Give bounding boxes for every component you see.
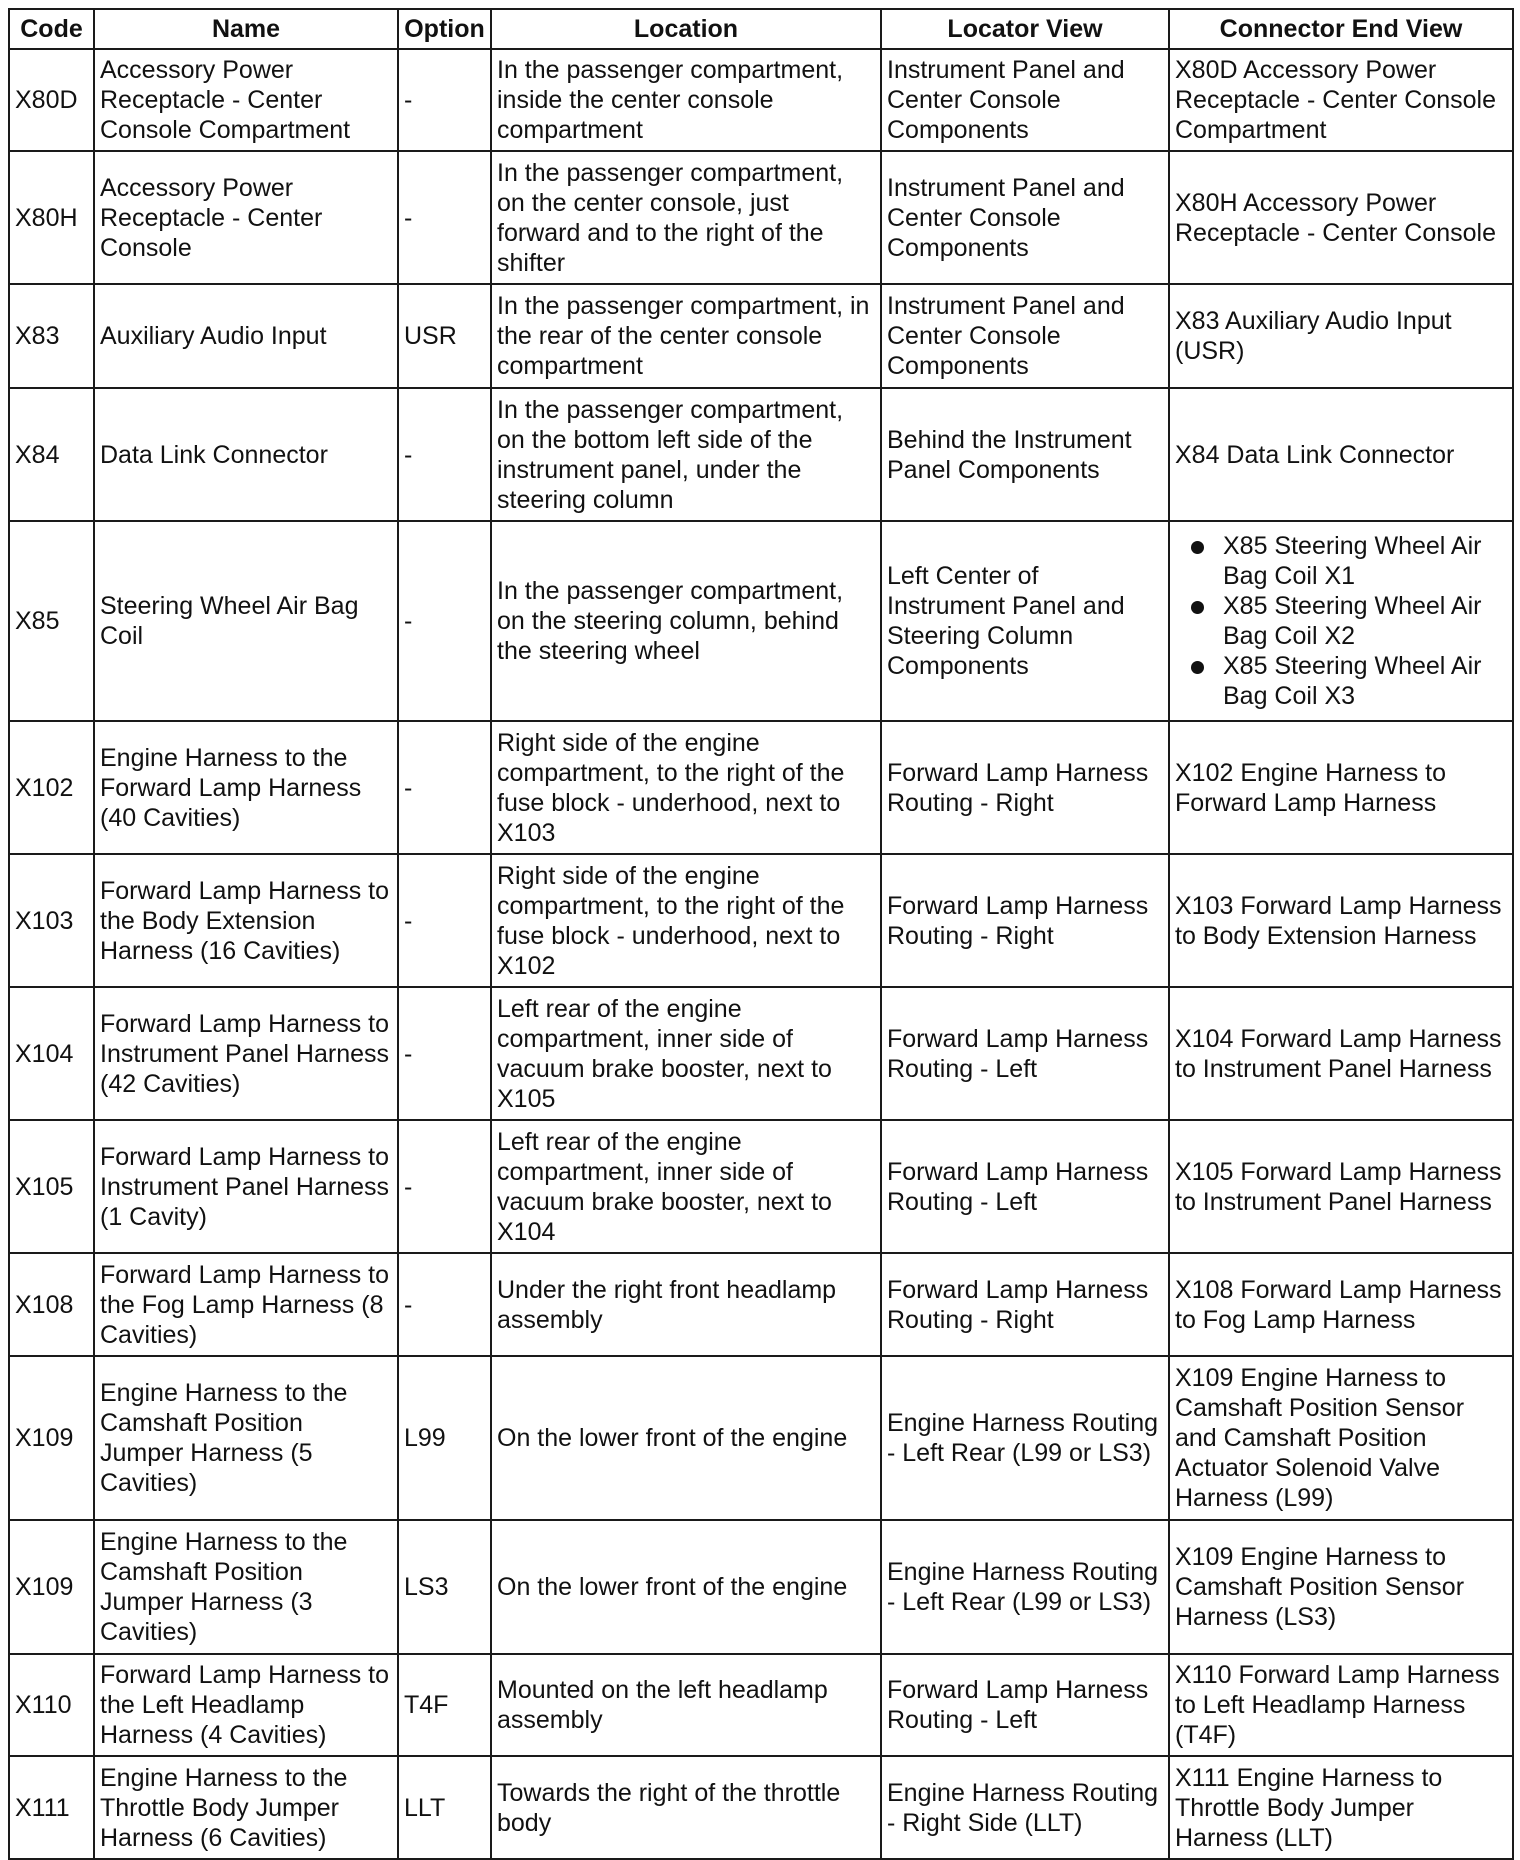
cell-name: Forward Lamp Harness to the Body Extension Harness (16 Cavities) bbox=[94, 854, 398, 987]
cell-locator-view: Engine Harness Routing - Left Rear (L99 or LS3) bbox=[881, 1356, 1169, 1520]
cell-option: - bbox=[398, 1120, 491, 1253]
cell-name: Forward Lamp Harness to Instrument Panel Harness (1 Cavity) bbox=[94, 1120, 398, 1253]
cell-connector-end-view: X104 Forward Lamp Harness to Instrument Panel Harness bbox=[1169, 987, 1513, 1120]
cell-locator-view: Forward Lamp Harness Routing - Left bbox=[881, 1120, 1169, 1253]
cell-code: X110 bbox=[9, 1654, 94, 1756]
cell-location: In the passenger compartment, on the center console, just forward and to the right of the shifter bbox=[491, 151, 881, 284]
cell-name: Accessory Power Receptacle - Center Console bbox=[94, 151, 398, 284]
cell-connector-end-view: X105 Forward Lamp Harness to Instrument Panel Harness bbox=[1169, 1120, 1513, 1253]
cell-option: LLT bbox=[398, 1756, 491, 1859]
cell-connector-end-view: X83 Auxiliary Audio Input (USR) bbox=[1169, 284, 1513, 388]
list-item: X85 Steering Wheel Air Bag Coil X2 bbox=[1223, 591, 1507, 651]
cell-option: - bbox=[398, 521, 491, 721]
cell-option: USR bbox=[398, 284, 491, 388]
cell-name: Accessory Power Receptacle - Center Console Compartment bbox=[94, 49, 398, 151]
connector-end-view-list bbox=[1175, 531, 1507, 711]
cell-locator-view: Engine Harness Routing - Left Rear (L99 or LS3) bbox=[881, 1520, 1169, 1654]
cell-option: - bbox=[398, 854, 491, 987]
cell-locator-view: Forward Lamp Harness Routing - Right bbox=[881, 721, 1169, 854]
cell-code: X108 bbox=[9, 1253, 94, 1356]
cell-locator-view: Behind the Instrument Panel Components bbox=[881, 388, 1169, 521]
cell-location: Left rear of the engine compartment, inner side of vacuum brake booster, next to X105 bbox=[491, 987, 881, 1120]
cell-name: Steering Wheel Air Bag Coil bbox=[94, 521, 398, 721]
cell-connector-end-view: X80D Accessory Power Receptacle - Center Console Compartment bbox=[1169, 49, 1513, 151]
cell-location: In the passenger compartment, inside the center console compartment bbox=[491, 49, 881, 151]
cell-locator-view: Left Center of Instrument Panel and Steering Column Components bbox=[881, 521, 1169, 721]
table-row bbox=[9, 1120, 1513, 1253]
cell-locator-view: Instrument Panel and Center Console Components bbox=[881, 151, 1169, 284]
cell-location: Towards the right of the throttle body bbox=[491, 1756, 881, 1859]
cell-name: Forward Lamp Harness to the Fog Lamp Harness (8 Cavities) bbox=[94, 1253, 398, 1356]
cell-option: L99 bbox=[398, 1356, 491, 1520]
cell-name: Forward Lamp Harness to Instrument Panel Harness (42 Cavities) bbox=[94, 987, 398, 1120]
cell-code: X111 bbox=[9, 1756, 94, 1859]
cell-location: In the passenger compartment, in the rear of the center console compartment bbox=[491, 284, 881, 388]
cell-connector-end-view: X103 Forward Lamp Harness to Body Extension Harness bbox=[1169, 854, 1513, 987]
cell-location: On the lower front of the engine bbox=[491, 1520, 881, 1654]
table-row bbox=[9, 284, 1513, 388]
cell-connector-end-view: X80H Accessory Power Receptacle - Center Console bbox=[1169, 151, 1513, 284]
cell-name: Engine Harness to the Camshaft Position Jumper Harness (3 Cavities) bbox=[94, 1520, 398, 1654]
cell-name: Forward Lamp Harness to the Left Headlamp Harness (4 Cavities) bbox=[94, 1654, 398, 1756]
cell-connector-end-view bbox=[1169, 521, 1513, 721]
list-item: X85 Steering Wheel Air Bag Coil X3 bbox=[1223, 651, 1507, 711]
cell-connector-end-view: X111 Engine Harness to Throttle Body Jumper Harness (LLT) bbox=[1169, 1756, 1513, 1859]
cell-code: X105 bbox=[9, 1120, 94, 1253]
cell-option: - bbox=[398, 1253, 491, 1356]
cell-locator-view: Instrument Panel and Center Console Components bbox=[881, 284, 1169, 388]
table-row bbox=[9, 1520, 1513, 1654]
cell-option: - bbox=[398, 151, 491, 284]
table-row bbox=[9, 1654, 1513, 1756]
cell-option: - bbox=[398, 49, 491, 151]
table-row bbox=[9, 49, 1513, 151]
cell-connector-end-view: X108 Forward Lamp Harness to Fog Lamp Harness bbox=[1169, 1253, 1513, 1356]
cell-connector-end-view: X109 Engine Harness to Camshaft Position Sensor Harness (LS3) bbox=[1169, 1520, 1513, 1654]
cell-option: - bbox=[398, 987, 491, 1120]
table-row bbox=[9, 987, 1513, 1120]
cell-connector-end-view: X109 Engine Harness to Camshaft Position Sensor and Camshaft Position Actuator Solenoid Valve Harness (L99) bbox=[1169, 1356, 1513, 1520]
cell-option: LS3 bbox=[398, 1520, 491, 1654]
cell-location: Under the right front headlamp assembly bbox=[491, 1253, 881, 1356]
cell-code: X109 bbox=[9, 1356, 94, 1520]
list-item: X85 Steering Wheel Air Bag Coil X1 bbox=[1223, 531, 1507, 591]
cell-location: In the passenger compartment, on the bottom left side of the instrument panel, under the steering column bbox=[491, 388, 881, 521]
cell-option: T4F bbox=[398, 1654, 491, 1756]
cell-connector-end-view: X84 Data Link Connector bbox=[1169, 388, 1513, 521]
cell-connector-end-view: X102 Engine Harness to Forward Lamp Harness bbox=[1169, 721, 1513, 854]
cell-code: X103 bbox=[9, 854, 94, 987]
header-name: Name bbox=[94, 9, 398, 49]
cell-location: Right side of the engine compartment, to the right of the fuse block - underhood, next to X102 bbox=[491, 854, 881, 987]
cell-code: X102 bbox=[9, 721, 94, 854]
cell-name: Data Link Connector bbox=[94, 388, 398, 521]
cell-option: - bbox=[398, 388, 491, 521]
cell-code: X104 bbox=[9, 987, 94, 1120]
cell-name: Engine Harness to the Camshaft Position Jumper Harness (5 Cavities) bbox=[94, 1356, 398, 1520]
cell-location: Right side of the engine compartment, to the right of the fuse block - underhood, next to X103 bbox=[491, 721, 881, 854]
table-row bbox=[9, 854, 1513, 987]
cell-locator-view: Instrument Panel and Center Console Components bbox=[881, 49, 1169, 151]
header-code: Code bbox=[9, 9, 94, 49]
table-row bbox=[9, 521, 1513, 721]
cell-code: X85 bbox=[9, 521, 94, 721]
cell-code: X109 bbox=[9, 1520, 94, 1654]
cell-code: X80H bbox=[9, 151, 94, 284]
cell-location: Mounted on the left headlamp assembly bbox=[491, 1654, 881, 1756]
header-connector-end-view: Connector End View bbox=[1169, 9, 1513, 49]
cell-locator-view: Forward Lamp Harness Routing - Left bbox=[881, 987, 1169, 1120]
cell-name: Engine Harness to the Throttle Body Jumper Harness (6 Cavities) bbox=[94, 1756, 398, 1859]
cell-option: - bbox=[398, 721, 491, 854]
table-row bbox=[9, 151, 1513, 284]
cell-code: X84 bbox=[9, 388, 94, 521]
cell-locator-view: Engine Harness Routing - Right Side (LLT) bbox=[881, 1756, 1169, 1859]
table-row bbox=[9, 388, 1513, 521]
table-row bbox=[9, 1253, 1513, 1356]
cell-name: Auxiliary Audio Input bbox=[94, 284, 398, 388]
header-row bbox=[9, 9, 1513, 49]
cell-locator-view: Forward Lamp Harness Routing - Right bbox=[881, 1253, 1169, 1356]
cell-code: X83 bbox=[9, 284, 94, 388]
table-row bbox=[9, 1356, 1513, 1520]
header-location: Location bbox=[491, 9, 881, 49]
cell-location: Left rear of the engine compartment, inner side of vacuum brake booster, next to X104 bbox=[491, 1120, 881, 1253]
cell-location: On the lower front of the engine bbox=[491, 1356, 881, 1520]
header-locator-view: Locator View bbox=[881, 9, 1169, 49]
cell-connector-end-view: X110 Forward Lamp Harness to Left Headlamp Harness (T4F) bbox=[1169, 1654, 1513, 1756]
header-option: Option bbox=[398, 9, 491, 49]
connector-table bbox=[8, 8, 1514, 1860]
cell-locator-view: Forward Lamp Harness Routing - Right bbox=[881, 854, 1169, 987]
table-row bbox=[9, 721, 1513, 854]
cell-location: In the passenger compartment, on the steering column, behind the steering wheel bbox=[491, 521, 881, 721]
cell-locator-view: Forward Lamp Harness Routing - Left bbox=[881, 1654, 1169, 1756]
table-row bbox=[9, 1756, 1513, 1859]
cell-name: Engine Harness to the Forward Lamp Harness (40 Cavities) bbox=[94, 721, 398, 854]
cell-code: X80D bbox=[9, 49, 94, 151]
